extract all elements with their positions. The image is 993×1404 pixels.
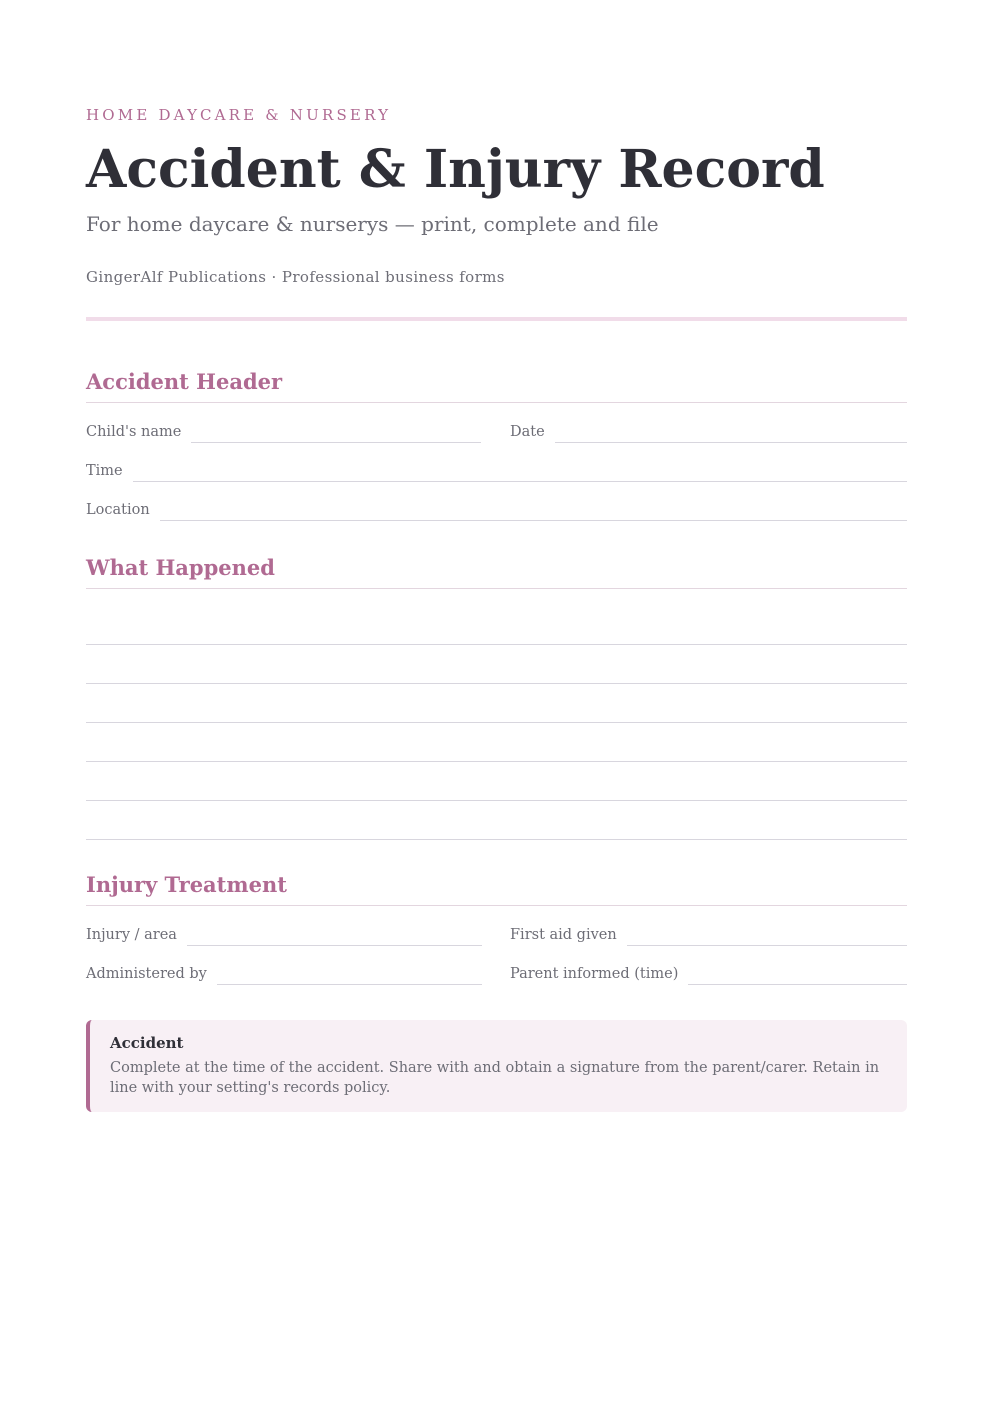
note-body: Complete at the time of the accident. Share with and obtain a signature from the parent/carer. Retain in line with your setting's records policy.: [110, 1060, 880, 1096]
parent-informed-field[interactable]: [510, 962, 907, 986]
what-happened-line[interactable]: [86, 800, 907, 801]
child-name-field[interactable]: [86, 420, 481, 444]
header-divider: [86, 317, 907, 321]
parent-informed-line[interactable]: [688, 984, 907, 985]
injury-area-field[interactable]: [86, 923, 482, 947]
date-line[interactable]: [555, 442, 907, 443]
what-happened-line[interactable]: [86, 644, 907, 645]
what-happened-line[interactable]: [86, 722, 907, 723]
child-name-label: Child's name: [86, 424, 182, 440]
page-title: Accident & Injury Record: [86, 139, 825, 200]
administered-by-label: Administered by: [86, 966, 207, 982]
first-aid-line[interactable]: [627, 945, 907, 946]
first-aid-field[interactable]: [510, 923, 907, 947]
what-happened-line[interactable]: [86, 683, 907, 684]
location-label: Location: [86, 502, 150, 518]
administered-by-field[interactable]: [86, 962, 482, 986]
section-heading-injury-treatment: Injury Treatment: [86, 872, 907, 906]
location-line[interactable]: [160, 520, 907, 521]
what-happened-line[interactable]: [86, 761, 907, 762]
injury-area-label: Injury / area: [86, 927, 177, 943]
page-subtitle: For home daycare & nurserys — print, complete and file: [86, 212, 659, 236]
parent-informed-label: Parent informed (time): [510, 966, 679, 982]
section-heading-accident-header: Accident Header: [86, 369, 907, 403]
date-label: Date: [510, 424, 545, 440]
time-field[interactable]: [86, 459, 907, 483]
child-name-line[interactable]: [191, 442, 481, 443]
note-title: Accident: [110, 1034, 184, 1052]
first-aid-label: First aid given: [510, 927, 617, 943]
guidance-note: [86, 1020, 907, 1112]
time-line[interactable]: [133, 481, 907, 482]
time-label: Time: [86, 463, 123, 479]
injury-area-line[interactable]: [187, 945, 482, 946]
administered-by-line[interactable]: [217, 984, 482, 985]
form-category: HOME DAYCARE & NURSERY: [86, 106, 392, 124]
date-field[interactable]: [510, 420, 907, 444]
section-heading-what-happened: What Happened: [86, 555, 907, 589]
what-happened-line[interactable]: [86, 839, 907, 840]
publisher-line: GingerAlf Publications · Professional business forms: [86, 268, 505, 286]
location-field[interactable]: [86, 498, 907, 522]
